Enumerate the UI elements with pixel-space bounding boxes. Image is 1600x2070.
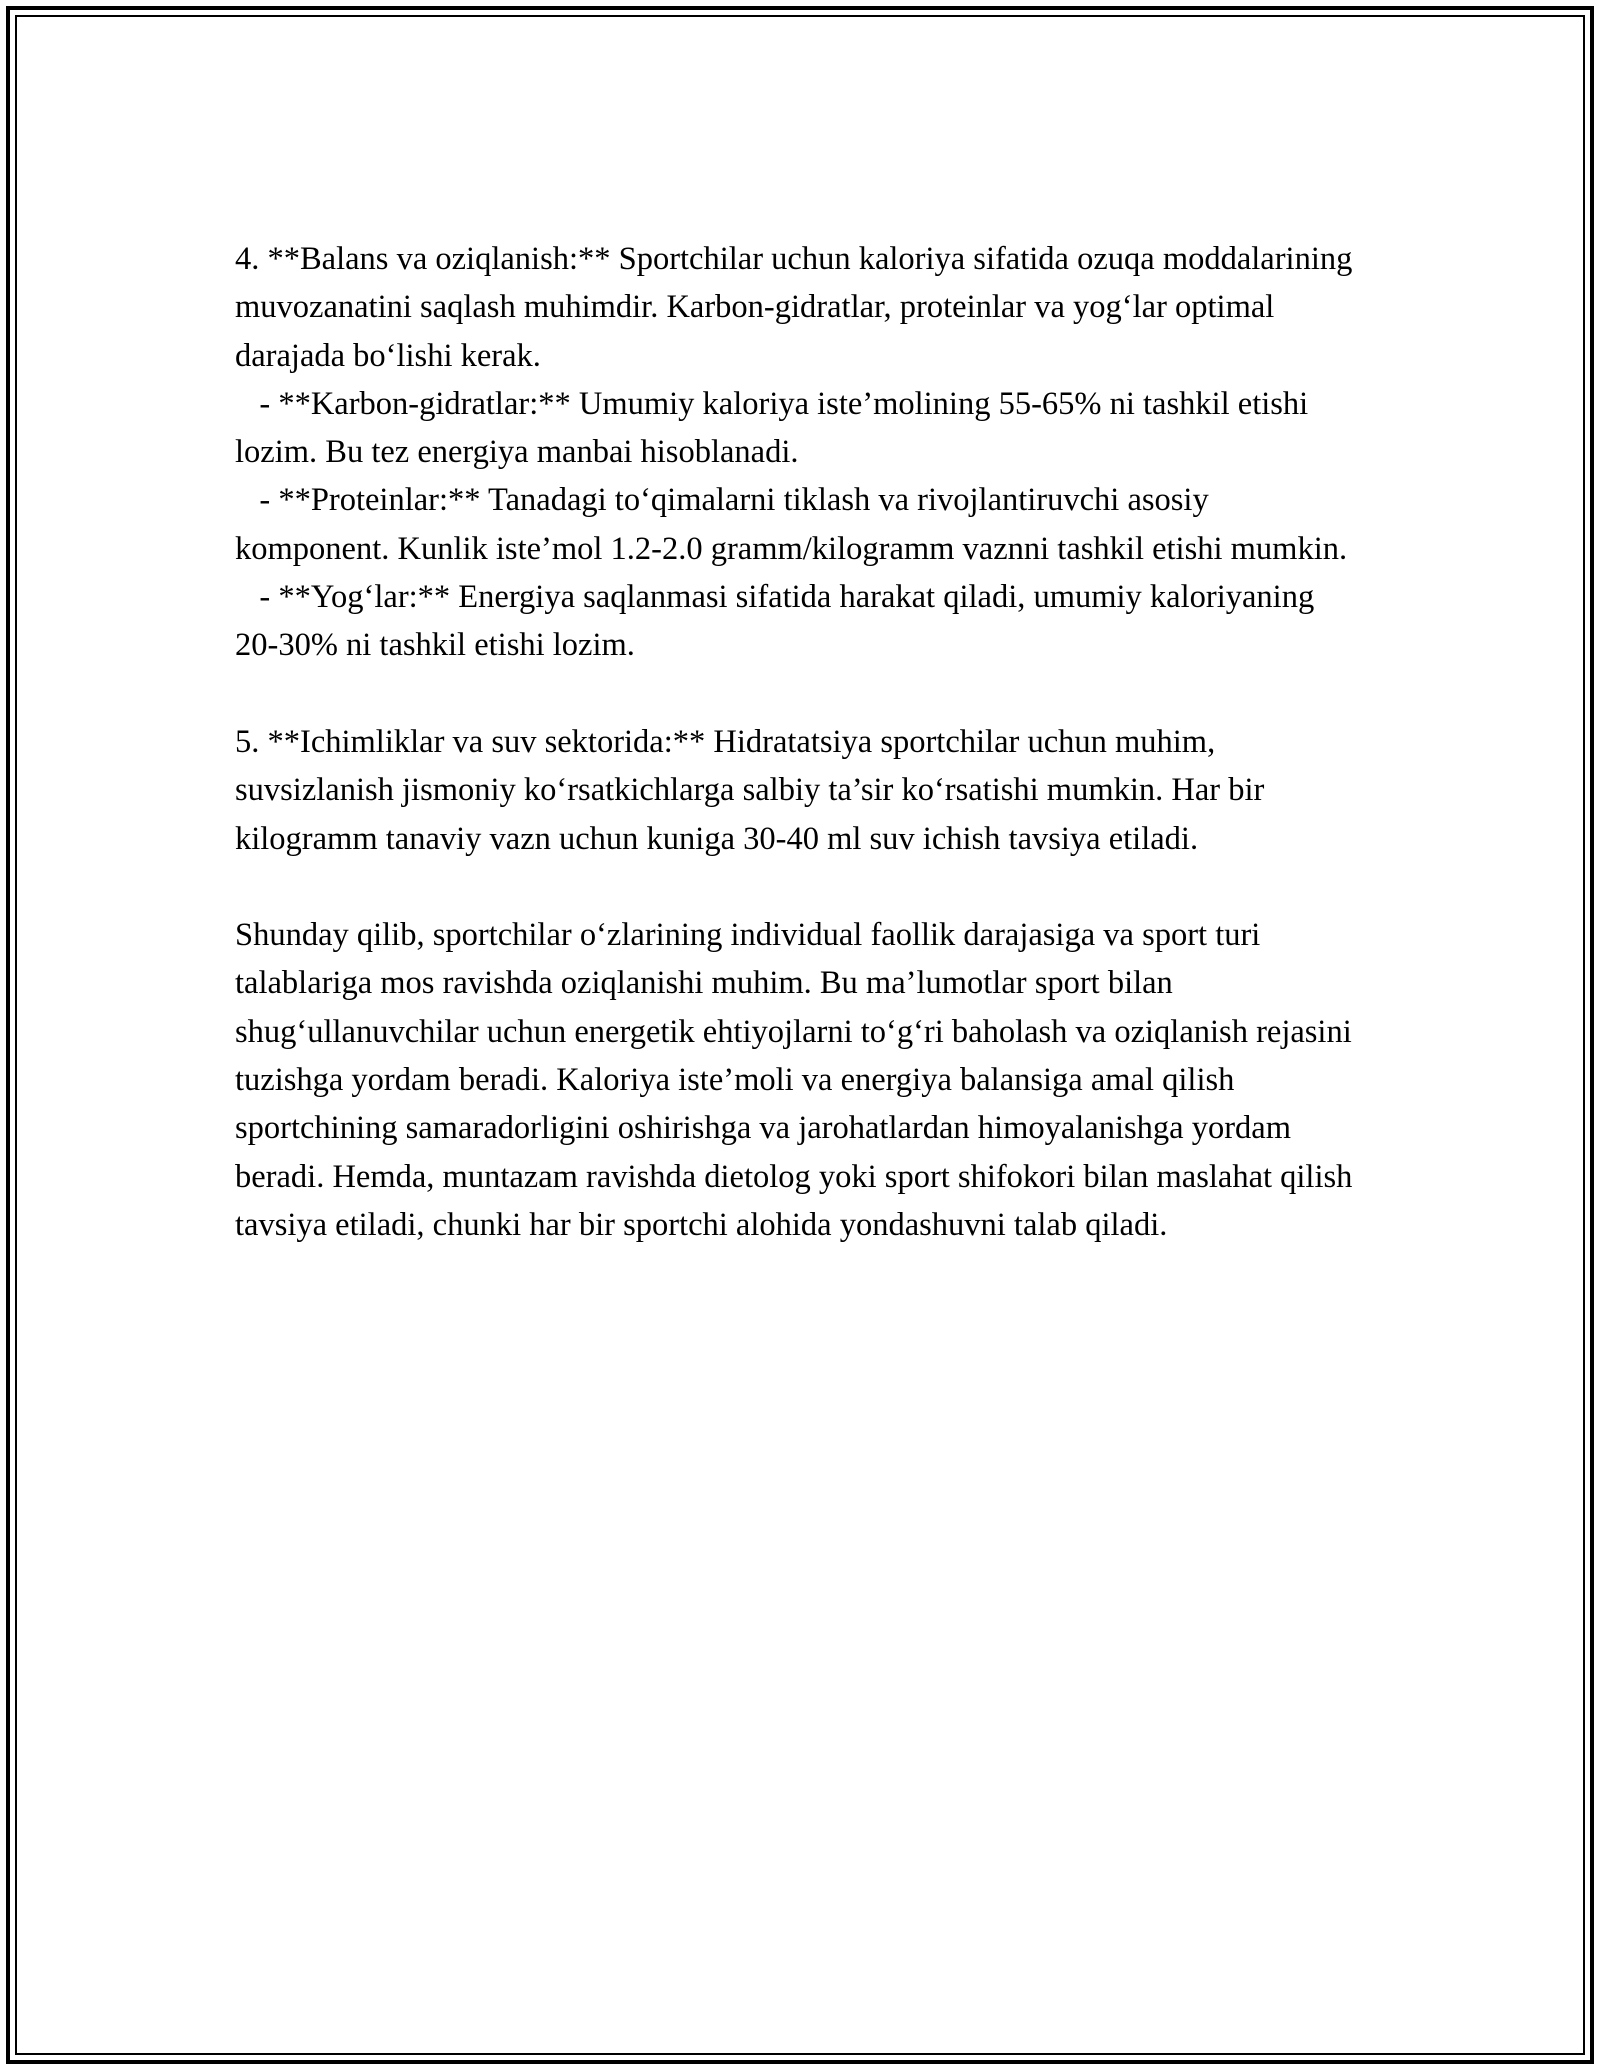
section-5-paragraph: 5. **Ichimliklar va suv sektorida:** Hidratatsiya sportchilar uchun muhim, suvsizlanish jismoniy ko‘rsatkichlarga salbiy ta’sir ko‘rsatishi mumkin. Har bir kilogramm tanaviy vazn uchun kuniga 30-40 ml suv ichish tavsiya etiladi. <box>235 723 1273 857</box>
conclusion-paragraph: Shunday qilib, sportchilar o‘zlarining individual faollik darajasiga va sport turi talablariga mos ravishda oziqlanishi muhim. Bu ma’lumotlar sport bilan shug‘ullanuvchilar uchun energetik ehtiyojlarni to‘g‘ri baholash va oziqlanish rejasini tuzishga yordam beradi. Kaloriya iste’moli va energiya balansiga amal qilish sportchining samaradorligini oshirishga va jarohatlardan himoyalanishga yordam beradi. Hemda, muntazam ravishda dietolog yoki sport shifokori bilan maslahat qilish tavsiya etiladi, chunki har bir sportchi alohida yondashuvni talab qiladi. <box>235 917 1361 1243</box>
paragraph-spacer <box>235 863 1365 911</box>
document-body <box>235 235 1365 1249</box>
section-4-fats-item: - **Yog‘lar:** Energiya saqlanmasi sifatida harakat qiladi, umumiy kaloriyaning 20-30% ni tashkil etishi lozim. <box>235 579 1323 664</box>
section-4-carbs-item: - **Karbon-gidratlar:** Umumiy kaloriya iste’molining 55-65% ni tashkil etishi lozim. Bu tez energiya manbai hisoblanadi. <box>235 385 1317 471</box>
section-4-intro: 4. **Balans va oziqlanish:** Sportchilar uchun kaloriya sifatida ozuqa moddalarining muvozanatini saqlash muhimdir. Karbon-gidratlar, proteinlar va yog‘lar optimal darajada bo‘lishi kerak. <box>235 241 1361 374</box>
section-4-proteins-item: - **Proteinlar:** Tanadagi to‘qimalarni tiklash va rivojlantiruvchi asosiy komponent. Kunlik iste’mol 1.2-2.0 gramm/kilogramm vaznni tashkil etishi mumkin. <box>235 482 1348 567</box>
paragraph-spacer <box>235 670 1365 718</box>
